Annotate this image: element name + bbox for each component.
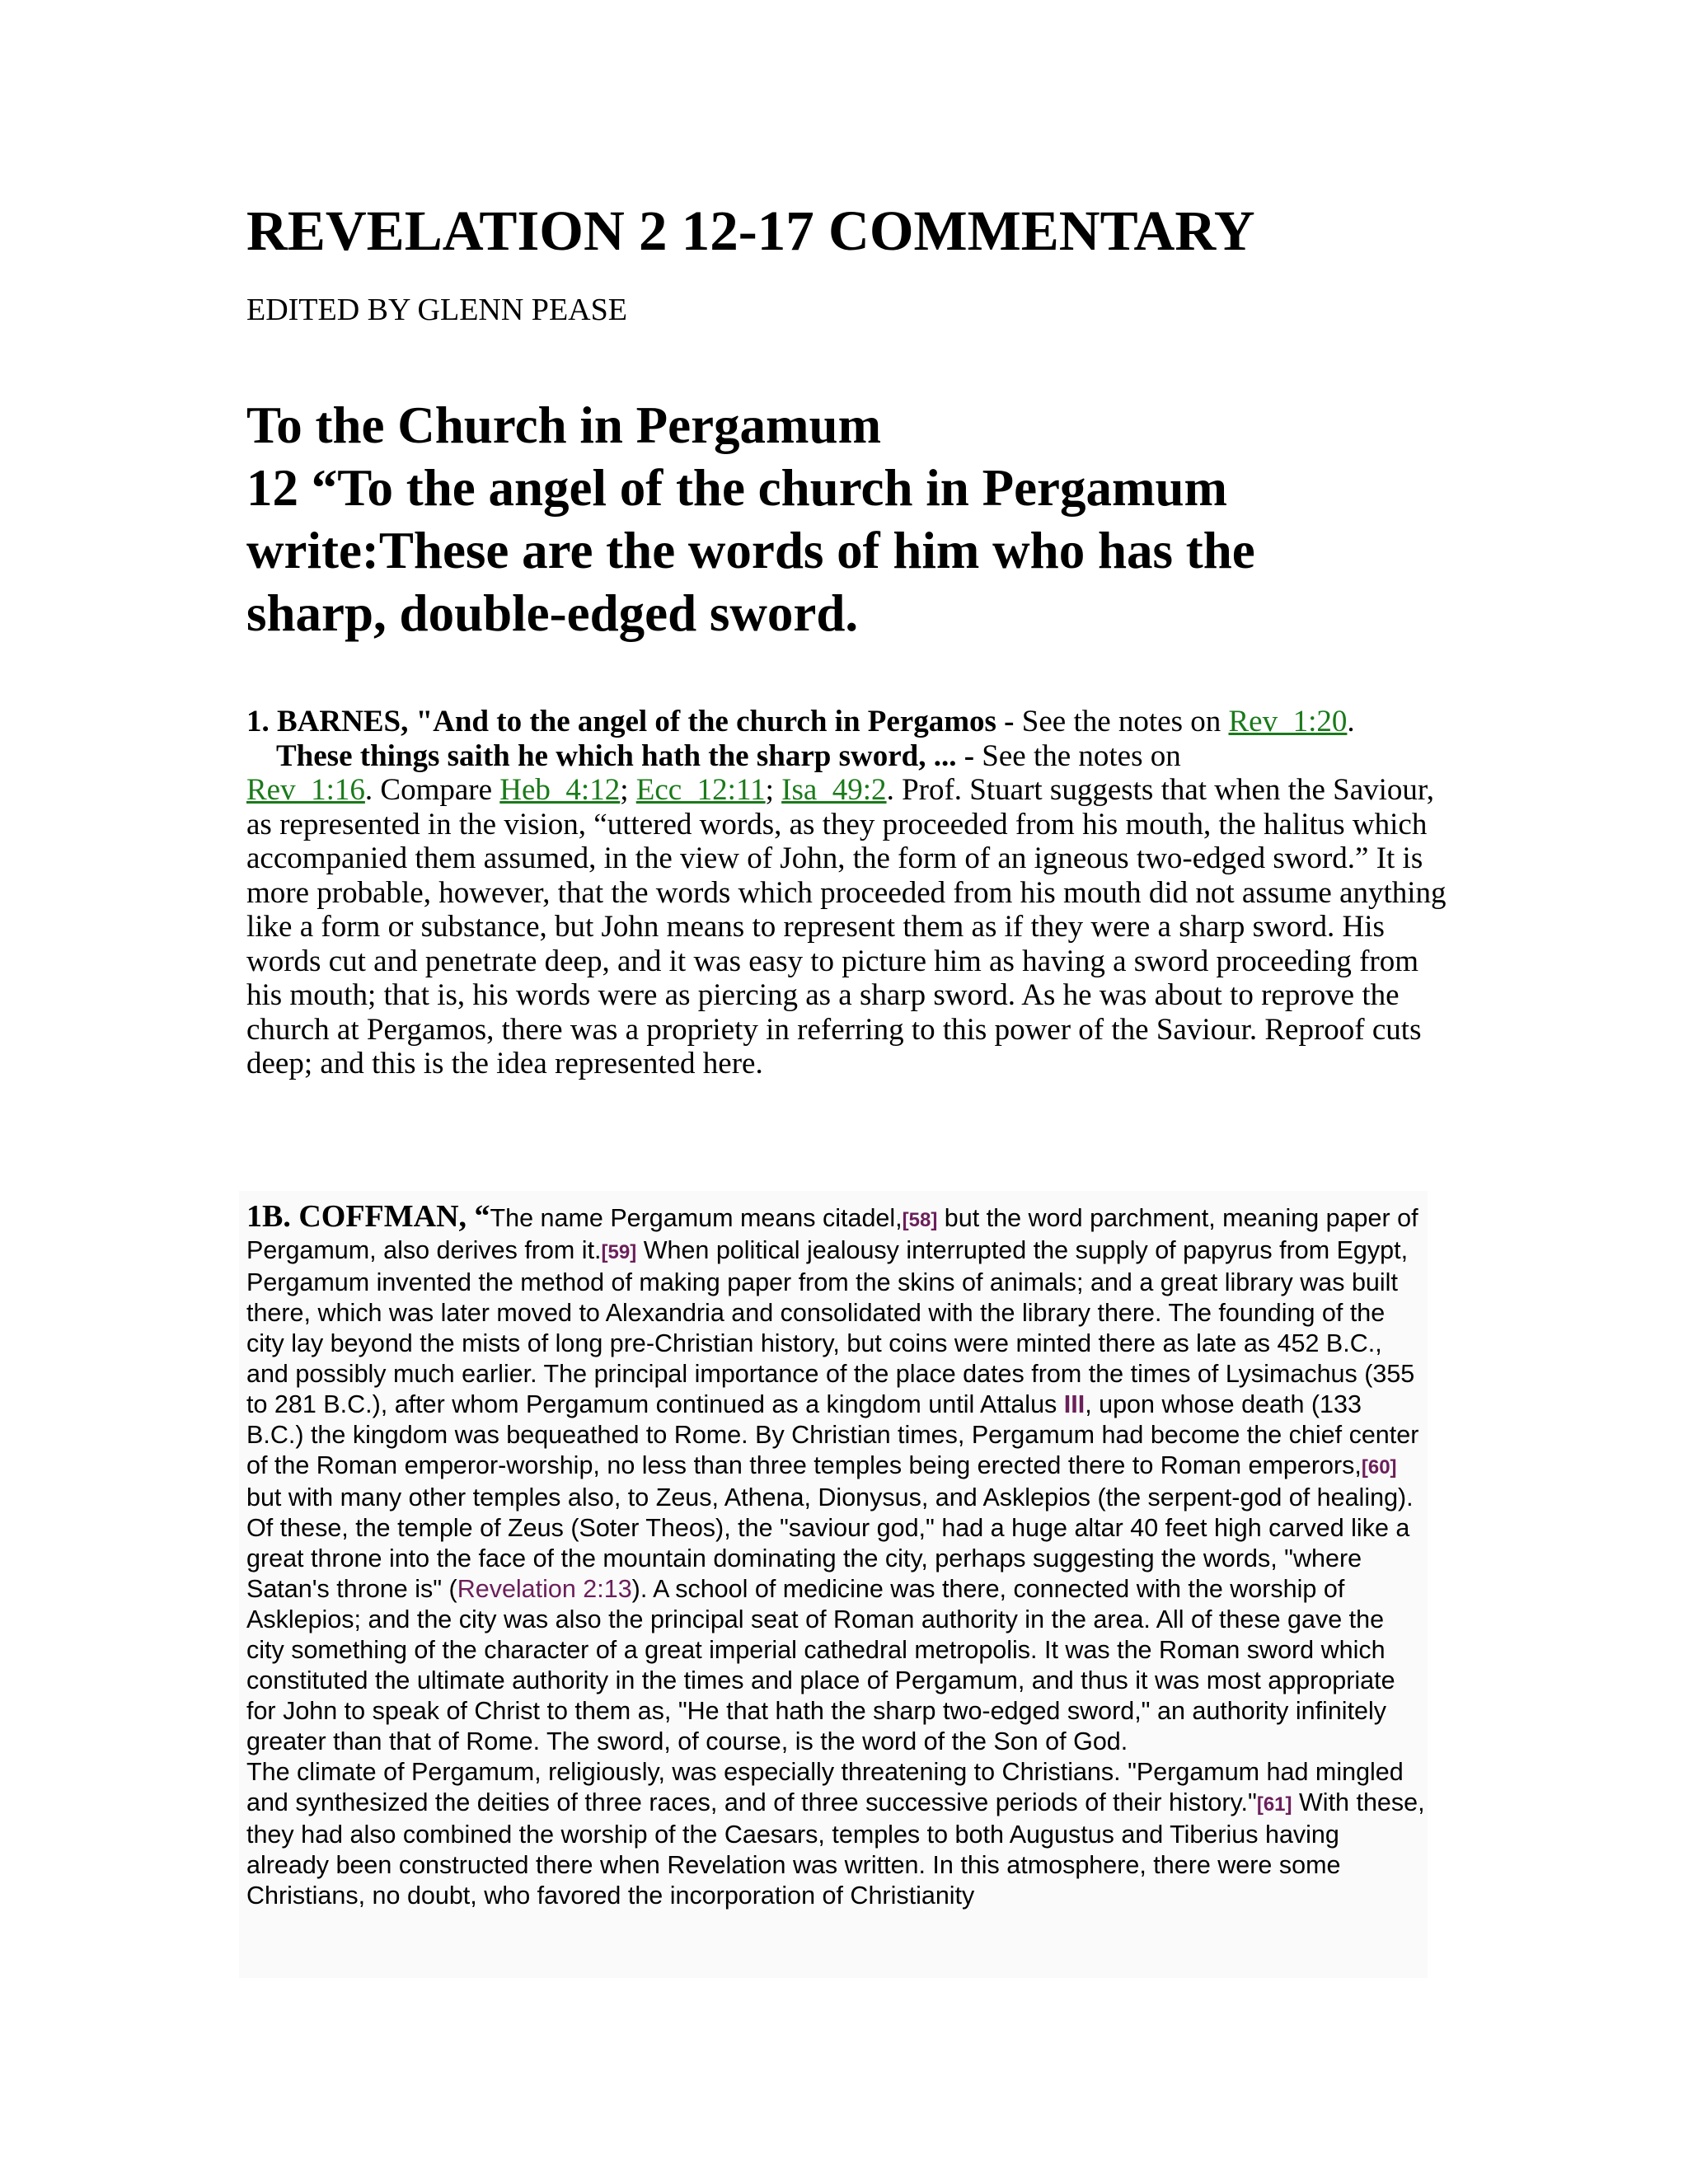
- section-heading: [246, 394, 1255, 644]
- heading-line-1: To the Church in Pergamum: [246, 396, 882, 454]
- coffman-text: but with many other temples also, to Zeus, Athena, Dionysus, and Asklepios (the serpent-god of healing). Of these, the temple of Zeus (Soter Theos), the "saviour god," had a huge altar 40 feet high carved like a great throne into the face of the mountain dominating the city, perhaps suggesting the words, "where Satan's throne is" (: [246, 1483, 1414, 1603]
- footnote-60-link[interactable]: [60]: [1361, 1456, 1397, 1479]
- barnes-paragraph-2-body: [246, 773, 1450, 1081]
- separator: ;: [765, 773, 782, 807]
- punctuation: .: [1347, 705, 1355, 738]
- coffman-text: With these, they had also combined the worship of the Caesars, temples to both Augustus and Tiberius having already been constructed there when Revelation was written. In this atmosphere, there were some Christians, no doubt, who favored the incorporation of Christianity: [246, 1788, 1425, 1910]
- barnes-paragraph-1: [246, 705, 1450, 739]
- coffman-paragraph-1: [246, 1199, 1425, 1757]
- barnes-note-2: See the notes on: [982, 738, 1181, 773]
- coffman-label: 1B. COFFMAN, “: [246, 1199, 490, 1234]
- separator: ;: [620, 773, 636, 807]
- barnes-body: . Prof. Stuart suggests that when the Saviour, as represented in the vision, “uttered words, as they proceeded from his mouth, the halitus which accompanied them assumed, in the view of John, the form of an igneous two-edged sword.” It is more probable, however, that the words which proceeded from his mouth did not assume anything like a form or substance, but John means to represent them as if they were a sharp sword. His words cut and penetrate deep, and it was easy to picture him as having a sword proceeding from his mouth; that is, his words were as piercing as a sharp sword. As he was about to reprove the church at Pergamos, there was a propriety in referring to this power of the Saviour. Reproof cuts deep; and this is the idea represented here.: [246, 773, 1447, 1080]
- heading-line-3: write:These are the words of him who has the: [246, 522, 1255, 579]
- footnote-58-link[interactable]: [58]: [902, 1209, 938, 1231]
- compare-text: . Compare: [364, 773, 500, 807]
- ref-link-rev-1-16[interactable]: Rev_1:16: [246, 773, 365, 807]
- coffman-text: When political jealousy interrupted the supply of papyrus from Egypt, Pergamum invented the method of making paper from the skins of animals; and a great library was built there, which was later moved to Alexandria and consolidated with the library there. The founding of the city lay beyond the mists of long pre-Christian history, but coins were minted there as late as 452 B.C., and possibly much earlier. The principal importance of the place dates from the times of Lysimachus (355 to 281 B.C.), after whom Pergamum continued as a kingdom until Attalus: [246, 1236, 1415, 1418]
- coffman-text: but the word parchment, meaning paper of Pergamum, also derives from it.: [246, 1204, 1418, 1264]
- barnes-note-1: See the notes on: [1021, 705, 1229, 738]
- ref-link-rev-1-20[interactable]: Rev_1:20: [1228, 705, 1348, 738]
- heading-line-4: sharp, double-edged sword.: [246, 584, 859, 642]
- coffman-commentary: [246, 1199, 1425, 1911]
- ref-link-ecc-12-11[interactable]: Ecc_12:11: [635, 773, 766, 807]
- coffman-text: The name Pergamum means citadel,: [490, 1204, 903, 1232]
- coffman-paragraph-2: [246, 1757, 1425, 1911]
- barnes-label: 1. BARNES, "And to the angel of the church in Pergamos -: [246, 705, 1022, 738]
- coffman-text: , upon whose death (133 B.C.) the kingdom was bequeathed to Rome. By Christian times, Pergamum had become the chief center of the Roman emperor-worship, no less than three temples being erected there to Roman emperors,: [246, 1390, 1419, 1479]
- page-title: REVELATION 2 12-17 COMMENTARY: [246, 199, 1255, 262]
- ref-link-revelation-2-13[interactable]: Revelation 2:13: [457, 1575, 632, 1603]
- footnote-59-link[interactable]: [59]: [601, 1241, 637, 1263]
- barnes-lemma: These things saith he which hath the sharp sword, ... -: [276, 738, 982, 773]
- ref-link-isa-49-2[interactable]: Isa_49:2: [781, 773, 887, 807]
- coffman-text: The climate of Pergamum, religiously, was especially threatening to Christians. "Pergamum had mingled and synthesized the deities of three races, and of three successive periods of their history.": [246, 1758, 1404, 1816]
- coffman-text: ). A school of medicine was there, connected with the worship of Asklepios; and the city was also the principal seat of Roman authority in the area. All of these gave the city something of the character of a great imperial cathedral metropolis. It was the Roman sword which constituted the ultimate authority in the times and place of Pergamum, and thus it was most appropriate for John to speak of Christ to them as, "He that hath the sharp two-edged sword," an authority infinitely greater than that of Rome. The sword, of course, is the word of the Son of God.: [246, 1575, 1395, 1755]
- barnes-paragraph-2: [246, 739, 1450, 774]
- roman-numeral: III: [1063, 1390, 1085, 1418]
- heading-line-2: 12 “To the angel of the church in Pergamum: [246, 459, 1227, 517]
- footnote-61-link[interactable]: [61]: [1256, 1793, 1292, 1816]
- barnes-commentary: [246, 705, 1450, 1081]
- editor-credit: EDITED BY GLENN PEASE: [246, 293, 627, 327]
- ref-link-heb-4-12[interactable]: Heb_4:12: [499, 773, 621, 807]
